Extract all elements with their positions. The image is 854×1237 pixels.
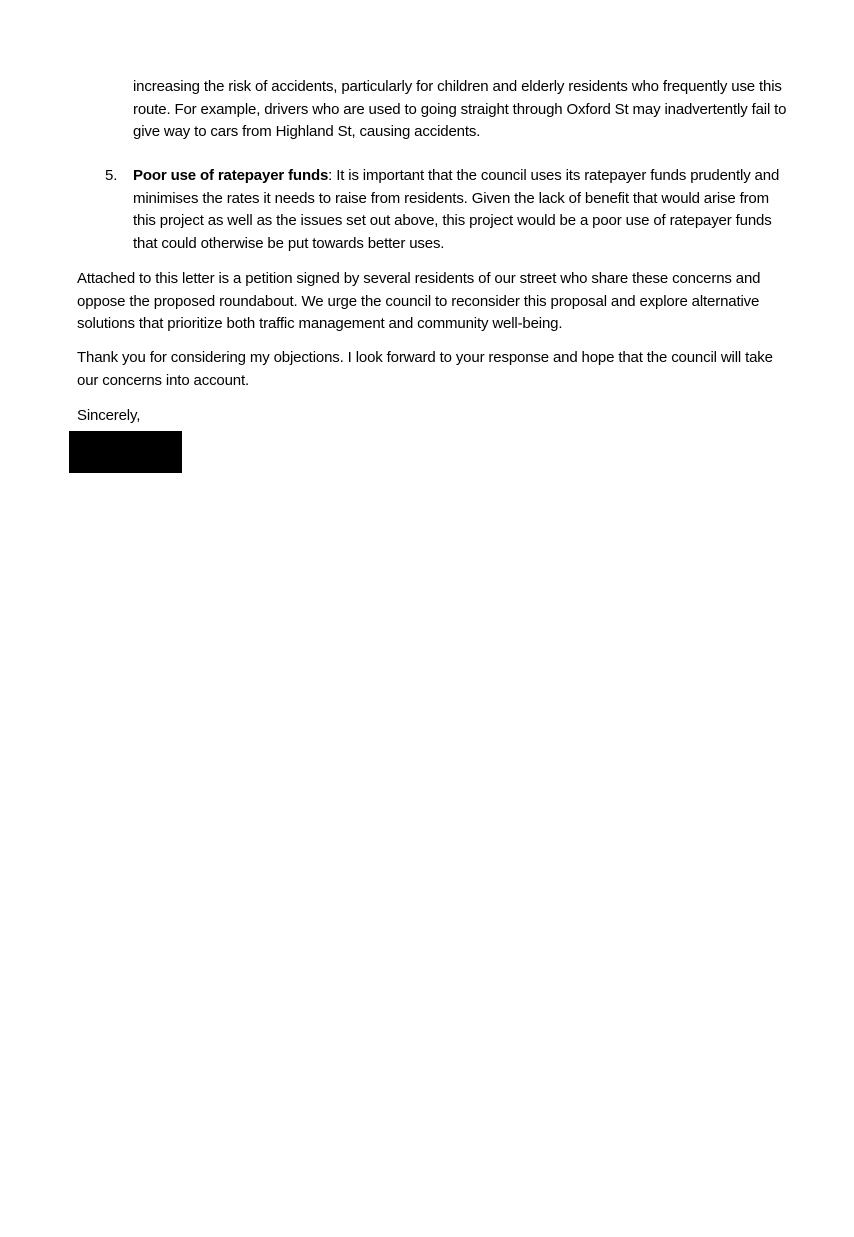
signoff: Sincerely, xyxy=(77,407,141,424)
list-item-body xyxy=(133,165,793,255)
closing-paragraph: Thank you for considering my objections. I look forward to your response and hope that the council will take our concerns into account. xyxy=(77,349,773,389)
redacted-signature xyxy=(69,431,182,473)
petition-paragraph: Attached to this letter is a petition signed by several residents of our street who share these concerns and oppose the proposed roundabout. We urge the council to reconsider this proposal and explore alternative solutions that prioritize both traffic management and community well-being. xyxy=(77,270,761,332)
list-item-text: : It is important that the council uses its ratepayer funds prudently and minimises the rates it needs to raise from residents. Given the lack of benefit that would arise from this project as well as the issues set out above, this project would be a poor use of ratepayer funds that could otherwise be put towards better uses. xyxy=(133,167,780,252)
list-item-4-continuation: increasing the risk of accidents, particularly for children and elderly residents who frequently use this route. For example, drivers who are used to going straight through Oxford St may inadvertently fail to give way to cars from Highland St, causing accidents. xyxy=(133,78,787,140)
list-item-number: 5. xyxy=(105,167,118,184)
list-item-heading: Poor use of ratepayer funds xyxy=(133,167,329,184)
